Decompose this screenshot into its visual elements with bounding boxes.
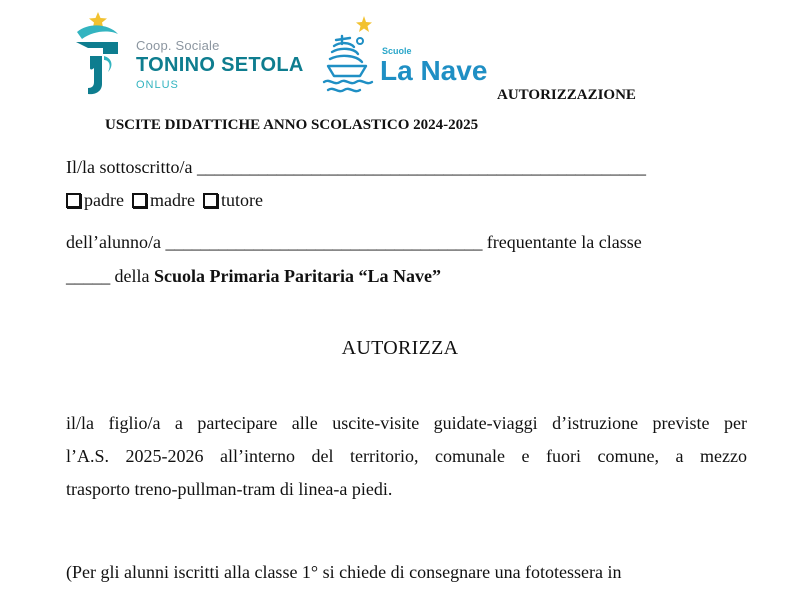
setola-name: TONINO SETOLA [136, 54, 304, 76]
authorize-heading: AUTORIZZA [341, 337, 459, 359]
photo-note: (Per gli alunni iscritti alla classe 1° si chiede di consegnare una fototessera in [66, 562, 622, 582]
role-tutore[interactable] [203, 190, 263, 211]
signer-name-field[interactable]: ___________________________________________________ [196, 157, 646, 177]
lanave-scuole-label: Scuole [382, 46, 412, 56]
student-label: dell’alunno/a [66, 232, 161, 252]
signer-label: Il/la sottoscritto/a [66, 157, 193, 177]
paragraph-line: l’A.S. 2025-2026 all’interno del territorio, comunale e fuori comune, a mezzo [66, 446, 747, 466]
setola-onlus-label: ONLUS [136, 79, 179, 91]
student-line [66, 232, 642, 253]
checkbox-icon[interactable] [203, 193, 218, 208]
role-label: tutore [220, 190, 263, 210]
school-name: Scuola Primaria Paritaria “La Nave” [154, 266, 441, 286]
lanave-name: La Nave [380, 55, 488, 86]
lanave-logo [320, 14, 500, 100]
setola-coop-label: Coop. Sociale [136, 38, 220, 53]
school-line [66, 266, 441, 287]
checkbox-icon[interactable] [66, 193, 81, 208]
ship-logo-icon [320, 14, 378, 100]
role-madre[interactable] [132, 190, 195, 211]
paragraph-line: trasporto treno-pullman-tram di linea-a piedi. [66, 479, 393, 499]
role-padre[interactable] [66, 190, 124, 211]
setola-logo [74, 12, 304, 96]
role-label: madre [149, 190, 195, 210]
class-field[interactable]: _____ [66, 266, 111, 286]
school-prefix: della [114, 266, 150, 286]
class-label: frequentante la classe [486, 232, 642, 252]
checkbox-icon[interactable] [132, 193, 147, 208]
document-subtitle: USCITE DIDATTICHE ANNO SCOLASTICO 2024-2025 [105, 117, 479, 133]
paragraph-line: il/la figlio/a a partecipare alle uscite-visite guidate-viaggi d’istruzione previste per [66, 413, 747, 433]
student-name-field[interactable]: ____________________________________ [165, 232, 483, 252]
authorization-title: AUTORIZZAZIONE [497, 87, 636, 103]
setola-logo-icon [74, 12, 134, 96]
signer-line [66, 157, 646, 178]
role-label: padre [84, 190, 124, 210]
role-checkboxes [66, 190, 271, 211]
